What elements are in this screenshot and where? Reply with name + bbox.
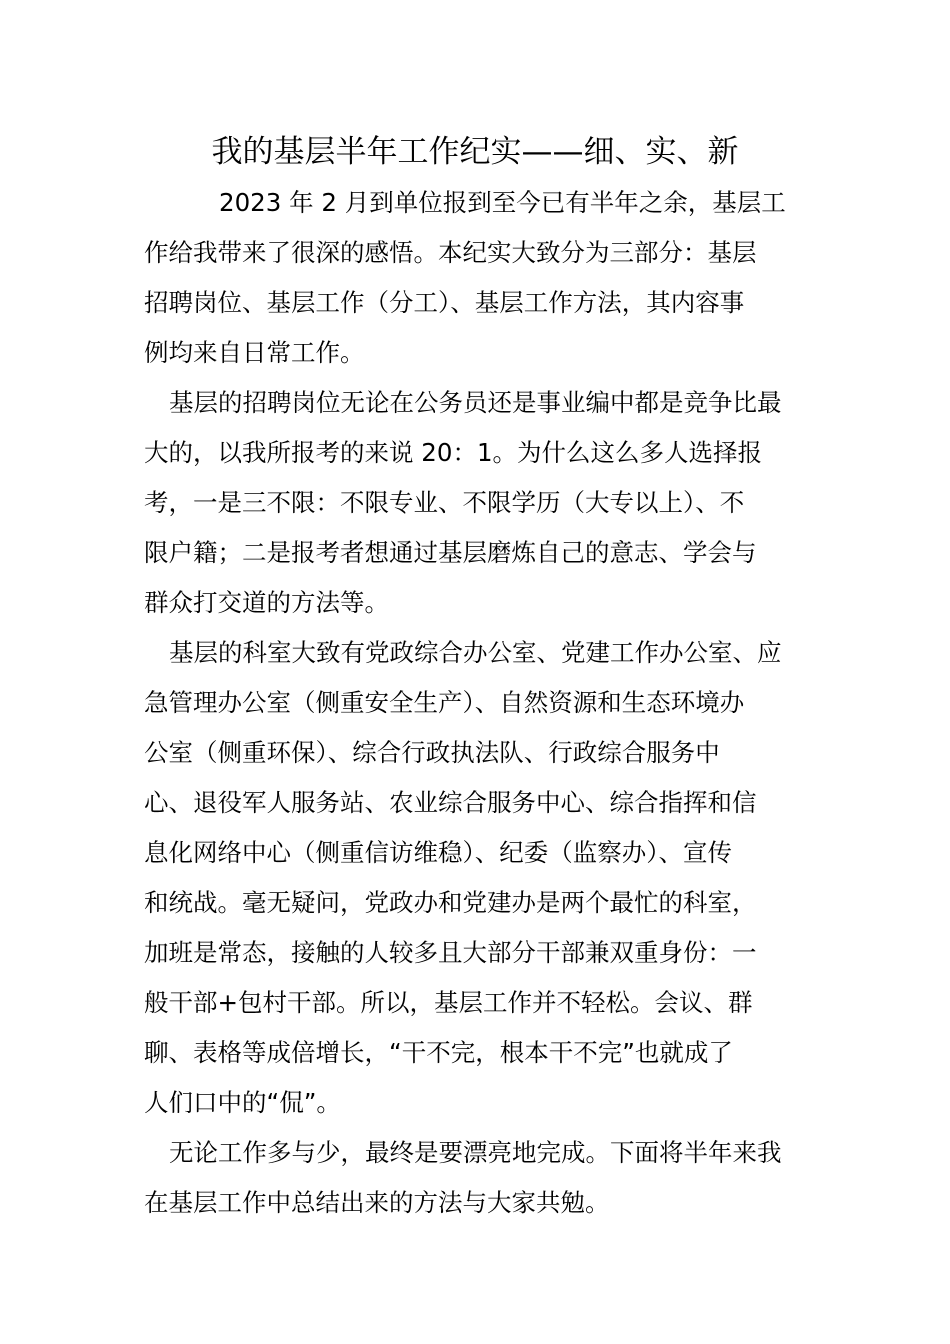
- text-line: 心、退役军人服务站、农业综合服务中心、综合指挥和信: [144, 788, 757, 817]
- text-line: 在基层工作中总结出来的方法与大家共勉。: [144, 1188, 610, 1217]
- text-line: 聊、表格等成倍增长，“干不完，根本干不完”也就成了: [144, 1038, 733, 1067]
- text-line: 群众打交道的方法等。: [144, 588, 389, 617]
- paragraph-1: [144, 178, 814, 378]
- text-line: 作给我带来了很深的感悟。本纪实大致分为三部分：基层: [144, 238, 757, 267]
- text-line: 般干部+包村干部。所以，基层工作并不轻松。会议、群: [144, 988, 753, 1017]
- text-line: 急管理办公室（侧重安全生产）、自然资源和生态环境办: [144, 688, 745, 717]
- paragraph-3: [144, 628, 814, 1128]
- document-title: 我的基层半年工作纪实——细、实、新: [211, 134, 739, 170]
- text-line: 限户籍；二是报考者想通过基层磨炼自己的意志、学会与: [144, 538, 757, 567]
- text-line: 2023 年 2 月到单位报到至今已有半年之余，基层工: [219, 188, 786, 217]
- text-line: 息化网络中心（侧重信访维稳）、纪委（监察办）、宣传: [144, 838, 732, 867]
- text-line: 无论工作多与少，最终是要漂亮地完成。下面将半年来我: [169, 1138, 782, 1167]
- paragraph-2: [144, 378, 814, 628]
- text-line: 加班是常态，接触的人较多且大部分干部兼双重身份：一: [144, 938, 757, 967]
- document-body: [144, 178, 814, 1228]
- paragraph-4: [144, 1128, 814, 1228]
- text-line: 公室（侧重环保）、综合行政执法队、行政综合服务中: [144, 738, 720, 767]
- text-line: 考，一是三不限：不限专业、不限学历（大专以上）、不: [144, 488, 745, 517]
- text-line: 基层的科室大致有党政综合办公室、党建工作办公室、应: [169, 638, 782, 667]
- text-line: 基层的招聘岗位无论在公务员还是事业编中都是竞争比最: [169, 388, 782, 417]
- text-line: 招聘岗位、基层工作（分工）、基层工作方法，其内容事: [144, 288, 745, 317]
- text-line: 例均来自日常工作。: [144, 338, 365, 367]
- text-line: 大的，以我所报考的来说 20：1。为什么这么多人选择报: [144, 438, 763, 467]
- text-line: 和统战。毫无疑问，党政办和党建办是两个最忙的科室，: [144, 888, 757, 917]
- text-line: 人们口中的“侃”。: [144, 1088, 341, 1117]
